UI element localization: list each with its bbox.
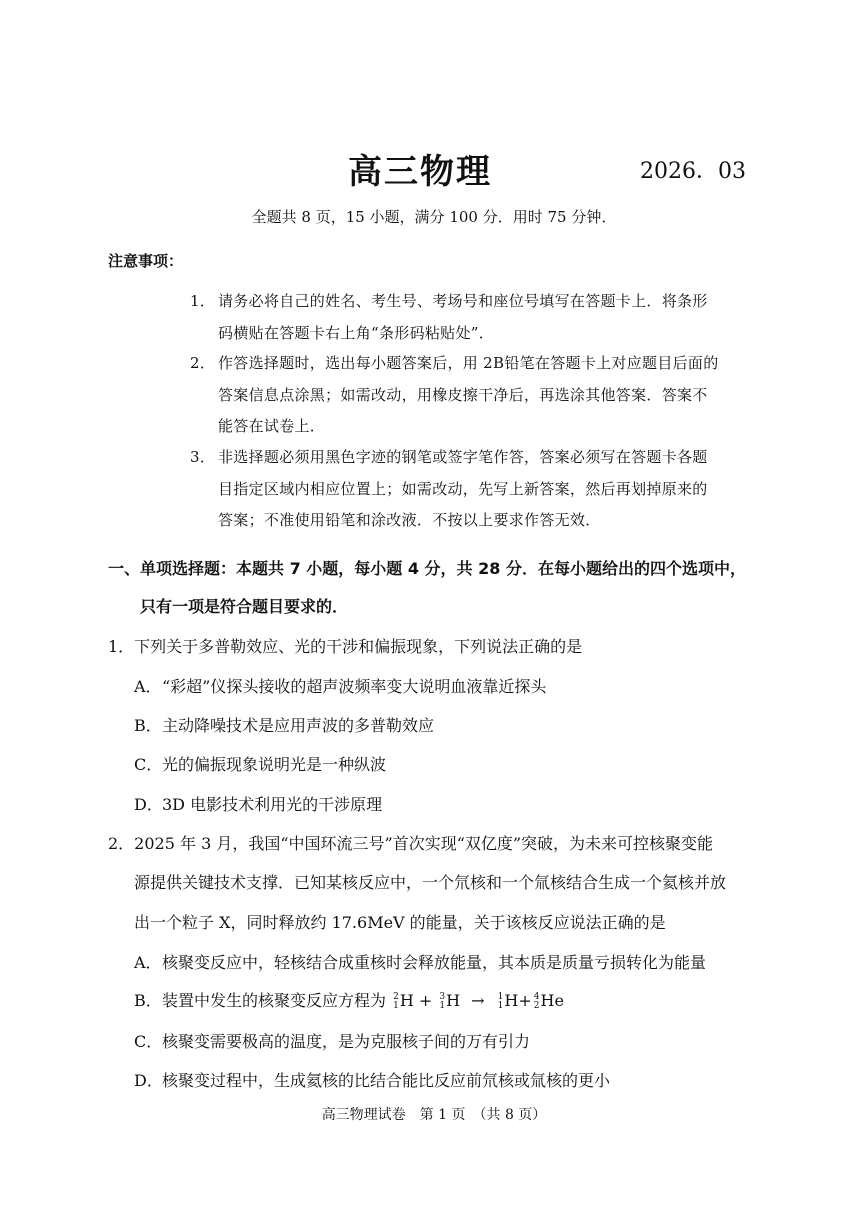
notice-item-number: 3． <box>190 448 216 466</box>
question-2-option-b <box>134 988 564 1011</box>
option-text: 装置中发生的核聚变反应方程为 <box>162 991 387 1010</box>
mass-number: 4 <box>533 991 540 1002</box>
notice-item-3 <box>190 446 708 467</box>
option-label: C． <box>134 1032 163 1051</box>
notice-item-line: 答案；不准使用铅笔和涂改液．不按以上要求作答无效． <box>218 511 601 529</box>
question-1-option-a <box>134 674 546 697</box>
element-symbol: H <box>399 991 414 1010</box>
question-2-option-a <box>134 950 706 973</box>
option-text: 核聚变需要极高的温度，是为克服核子间的万有引力 <box>162 1032 531 1051</box>
notice-item-line: 答案信息点涂黑；如需改动，用橡皮擦干净后，再选涂其他答案．答案不 <box>218 386 708 404</box>
isotope-deuterium <box>393 991 414 1011</box>
option-label: C． <box>134 755 163 774</box>
charge-number: 2 <box>533 1000 540 1011</box>
option-text: 核聚变过程中，生成氦核的比结合能比反应前氘核或氚核的更小 <box>162 1071 611 1090</box>
charge-number: 1 <box>497 1000 504 1011</box>
option-label: A． <box>134 953 162 972</box>
section-heading-cont: 只有一项是符合题目要求的． <box>140 597 349 616</box>
option-text: 光的偏振现象说明光是一种纵波 <box>162 755 387 774</box>
question-1-option-b <box>134 713 434 736</box>
exam-date: 2026．03 <box>640 159 746 184</box>
element-symbol: H <box>446 991 461 1010</box>
question-2-option-c <box>134 1029 530 1052</box>
isotope-hydrogen <box>498 991 519 1011</box>
option-label: B． <box>134 716 162 735</box>
plus-sign: + <box>518 991 532 1010</box>
notice-item-line: 目指定区域内相应位置上；如需改动，先写上新答案，然后再划掉原来的 <box>218 480 708 498</box>
question-2-option-d <box>134 1068 610 1091</box>
isotope-helium <box>534 991 564 1011</box>
question-1-option-c <box>134 752 386 775</box>
notice-item-line: 能答在试卷上． <box>218 417 326 435</box>
nuclear-equation <box>391 991 564 1010</box>
notice-item-line: 请务必将自己的姓名、考生号、考场号和座位号填写在答题卡上．将条形 <box>218 292 708 310</box>
exam-info: 全题共 8 页，15 小题，满分 100 分．用时 75 分钟． <box>251 208 617 226</box>
notice-item-number: 2． <box>190 354 216 372</box>
mass-number: 2 <box>393 991 399 1002</box>
question-2-stem: 2．2025 年 3 月，我国“中国环流三号”首次实现“双亿度”突破，为未来可控核聚变能 <box>108 834 714 853</box>
question-2-stem-cont: 源提供关键技术支撑．已知某核反应中，一个氘核和一个氚核结合生成一个氦核并放 <box>134 873 727 892</box>
notice-item-line: 作答选择题时，选出每小题答案后，用 2B铅笔在答题卡上对应题目后面的 <box>218 354 719 372</box>
question-1-option-d <box>134 792 382 815</box>
option-text: 核聚变反应中，轻核结合成重核时会释放能量，其本质是质量亏损转化为能量 <box>162 953 707 972</box>
option-text: 主动降噪技术是应用声波的多普勒效应 <box>162 716 435 735</box>
notice-item-line: 非选择题必须用黑色字迹的钢笔或签字笔作答，答案必须写在答题卡各题 <box>218 448 708 466</box>
section-heading: 一、单项选择题：本题共 7 小题，每小题 4 分，共 28 分．在每小题给出的四个选项中， <box>108 559 746 578</box>
charge-number: 1 <box>393 1000 399 1011</box>
element-symbol: He <box>540 991 564 1010</box>
arrow-icon: → <box>471 991 485 1010</box>
element-symbol: H <box>504 991 519 1010</box>
mass-number: 1 <box>497 991 504 1002</box>
isotope-tritium <box>439 991 460 1011</box>
option-text: “彩超”仪探头接收的超声波频率变大说明血液靠近探头 <box>162 677 547 696</box>
notice-item-number: 1． <box>190 292 216 310</box>
charge-number: 1 <box>439 1000 446 1011</box>
notice-item-line: 码横贴在答题卡右上角“条形码粘贴处”． <box>218 324 495 342</box>
option-label: A． <box>134 677 162 696</box>
option-text: 3D 电影技术利用光的干涉原理 <box>162 795 383 814</box>
mass-number: 3 <box>439 991 446 1002</box>
option-label: B． <box>134 991 162 1010</box>
question-1-stem: 1．下列关于多普勒效应、光的干涉和偏振现象，下列说法正确的是 <box>108 637 583 656</box>
notice-heading: 注意事项： <box>108 252 184 270</box>
page-footer: 高三物理试卷 第 1 页 （共 8 页） <box>321 1107 547 1123</box>
question-2-stem-cont: 出一个粒子 X，同时释放约 17.6MeV 的能量，关于该核反应说法正确的是 <box>134 913 666 932</box>
page-title: 高三物理 <box>348 152 492 192</box>
option-label: D． <box>134 1071 163 1090</box>
plus-sign: + <box>418 991 433 1010</box>
notice-item-2 <box>190 352 719 373</box>
notice-item-1 <box>190 290 708 311</box>
option-label: D． <box>134 795 163 814</box>
